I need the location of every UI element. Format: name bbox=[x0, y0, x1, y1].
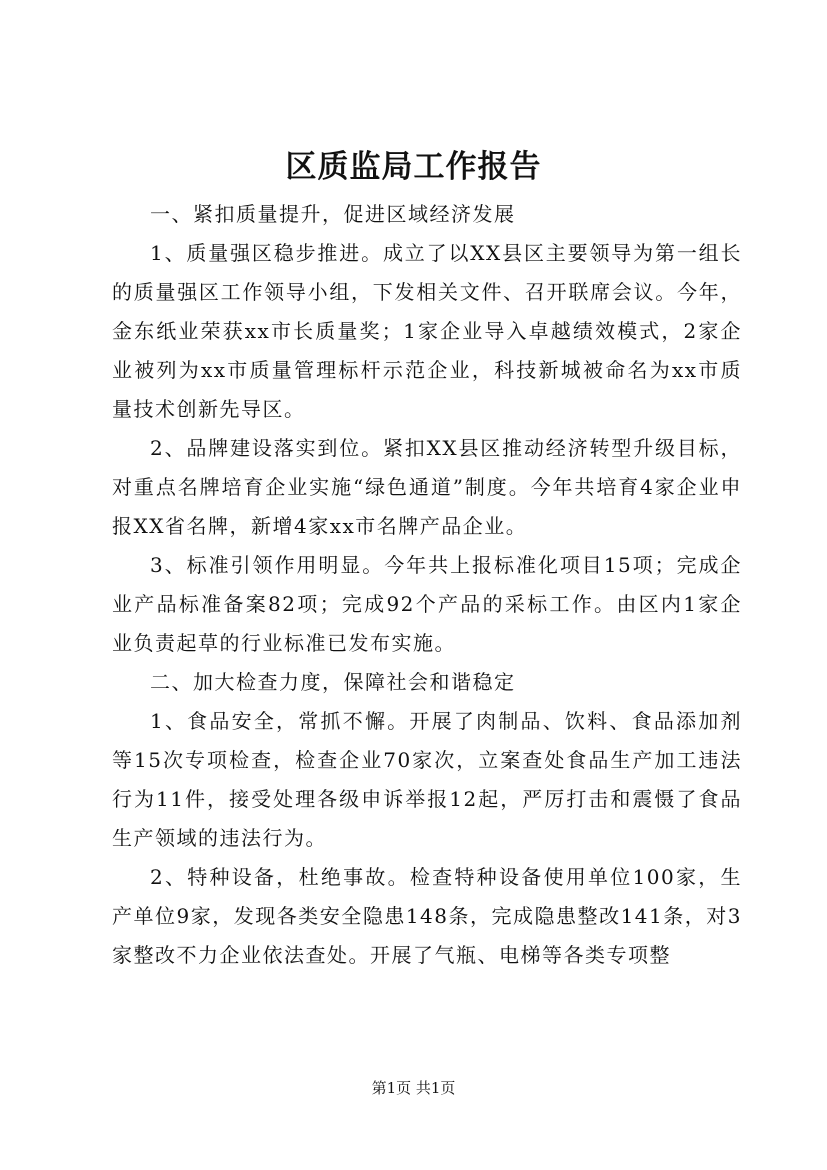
section-heading-1: 一、紧扣质量提升，促进区域经济发展 bbox=[150, 202, 516, 226]
paragraph-brand-building: 2、品牌建设落实到位。紧扣XX县区推动经济转型升级目标，对重点名牌培育企业实施“绿色通道”制度。今年共培育4家企业申报XX省名牌，新增4家xx市名牌产品企业。 bbox=[112, 436, 742, 538]
paragraph-quality-strong-district: 1、质量强区稳步推进。成立了以XX县区主要领导为第一组长的质量强区工作领导小组，下发相关文件、召开联席会议。今年，金东纸业荣获xx市长质量奖；1家企业导入卓越绩效模式，2家企业被列为xx市质量管理标杆示范企业，科技新城被命名为xx市质量技术创新先导区。 bbox=[112, 241, 742, 421]
paragraph-food-safety: 1、食品安全，常抓不懈。开展了肉制品、饮料、食品添加剂等15次专项检查，检查企业70家次，立案查处食品生产加工违法行为11件，接受处理各级申诉举报12起，严厉打击和震慑了食品生产领域的违法行为。 bbox=[112, 709, 742, 850]
section-heading-2: 二、加大检查力度，保障社会和谐稳定 bbox=[150, 670, 516, 694]
page-footer: 第1页 共1页 bbox=[371, 1079, 456, 1097]
paragraph-special-equipment: 2、特种设备，杜绝事故。检查特种设备使用单位100家，生产单位9家，发现各类安全隐患148条，完成隐患整改141条，对3家整改不力企业依法查处。开展了气瓶、电梯等各类专项整 bbox=[112, 865, 742, 967]
paragraph-standards: 3、标准引领作用明显。今年共上报标准化项目15项；完成企业产品标准备案82项；完成92个产品的采标工作。由区内1家企业负责起草的行业标准已发布实施。 bbox=[112, 553, 742, 655]
document-body bbox=[112, 195, 742, 975]
document-title: 区质监局工作报告 bbox=[285, 149, 542, 185]
